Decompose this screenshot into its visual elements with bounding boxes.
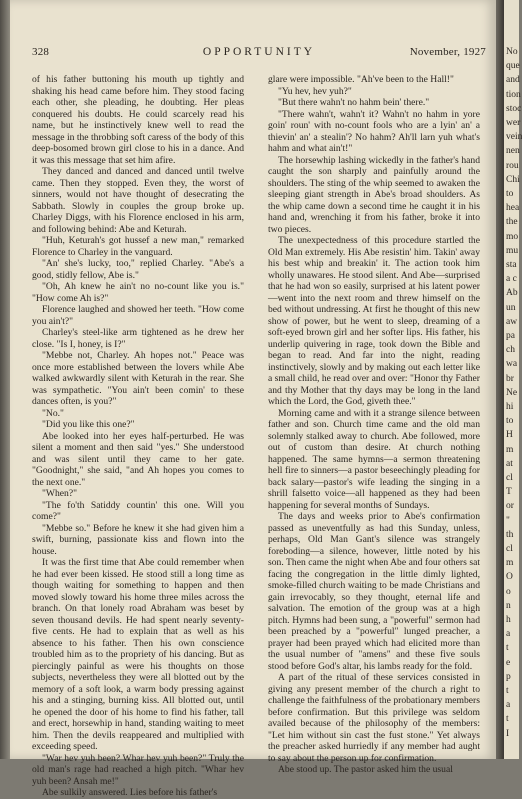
next-page-text-fragment: a c [506, 274, 517, 285]
page-number: 328 [32, 46, 50, 58]
next-page-text-fragment: O [506, 572, 513, 583]
next-page-text-fragment: at [506, 458, 513, 469]
paragraph: "Yu hev, hev yuh?" [278, 85, 352, 97]
next-page-text-fragment: a [506, 700, 511, 711]
paragraph: "But there wahn't no hahm bein' there." [278, 97, 430, 108]
next-page-text-fragment: and [506, 75, 520, 86]
next-page-text-fragment: cl [506, 473, 513, 483]
paragraph: The unexpectedness of this procedure startled the Old Man extremely. His Abe resistin' him. Takin' away his best whip and breakin' it. The action took him wholly unawares. He stood silent. And Abe—surprised that he had won so easily, surprised at his latent power—went into the next room and threw himself on the bed without undressing. At first he thought of this new show of power, but he went to sleep, dreaming of a soft-eyed brown girl and her softer lips. His father, his underlip quivering in rage, took down the Bible and began to read. And far into the night, reading instinctively, slowly and by making out each letter like a small child, he read over and over: "Honor thy Father and thy Mother that thy days may be long in the land which the Lord, the God, giveth thee." [268, 235, 480, 407]
next-page-text-fragment: e [506, 657, 511, 668]
next-page-text-fragment: wer [506, 118, 521, 128]
next-page-text-fragment: No [506, 47, 518, 57]
next-page-text-fragment: rou [506, 160, 519, 171]
next-page-text-fragment: mo [506, 231, 519, 242]
next-page-text-fragment: Chi [506, 174, 520, 185]
next-page-text-fragment: un [506, 302, 516, 313]
paragraph: Morning came and with it a strange silence between father and son. Church time came and the old man solemnly stalked away to church. Abe followed, more out of custom than desire. At church nothing happened. The same hymns—a sermon threatening hell fire to sinners—a pastor beseechingly pleading for back salary—pastor's wife leading the singing in a shrill falsetto voice—all happened as they had been happening for several months of Sundays. [268, 407, 480, 511]
paragraph: "There wahn't, wahn't it? Wahn't no hahm in yore goin' roun' with no-count fools who are a lyin' an' a thievin' an' a stealin'? No hahm? Ah'll larn yuh what's hahm and what ain't!" [268, 108, 480, 154]
next-page-text-fragment: the [506, 217, 518, 228]
paragraph: The days and weeks prior to Abe's confirmation passed as uneventfully as had this Sunday, unless, perhaps, Old Man Gant's silence was strangely foreboding—a silence, however, little noted by his son. Then came the night when Abe and four others sat facing the congregation in the little dimly lighted, smoke-filled church waiting to be made Christians and gain irrevocably, so they thought, eternal life and salvation. The emotion of the group was at a high pitch. Hymns had been sung, a "powerful" sermon had been preached by a "powerful" lunged preacher, a prayer had been prayed which had elicited more than the usual number of "amens" and these five souls stood before God's altar, his lambs ready for the fold. [268, 511, 480, 672]
next-page-text-fragment: p [506, 671, 511, 682]
next-page-text-fragment: nen [506, 146, 520, 157]
paragraph: The horsewhip lashing wickedly in the father's hand caught the son sharply and painfully around the shoulders. The sting of the whip seemed to awaken the sleeping giant strength in Abe's broad shoulders. As the whip came down a second time he caught it in his hand and, wrenching it from his father, broke it into two pieces. [268, 154, 480, 235]
next-page-text-fragment: m [506, 444, 514, 455]
next-page-text-fragment: n [506, 600, 511, 611]
next-page-text-fragment: th [506, 529, 514, 540]
next-page-text-fragment: hea [506, 203, 520, 214]
paragraph: "War hev yuh been? Whar hev yuh been?" Truly the old man's rage had reached a high pitch. "Whar hev yuh been? Ansah me!" [32, 752, 244, 787]
paragraph: They danced and danced and danced until twelve came. Then they stopped. Even they, the worst of sinners, would not have thought of desecrating the Sabbath. Slowly in couples the group broke up. Charley Diggs, with his Florence enclosed in his arm, and following behind: Abe and Keturah. [32, 166, 244, 235]
issue-date: November, 1927 [409, 46, 486, 58]
paragraph: Florence laughed and showed her teeth. "How come you ain't?" [32, 304, 244, 327]
next-page-text-fragment: a [506, 629, 511, 640]
next-page-text-fragment: I [506, 728, 510, 739]
next-page-text-fragment: stoc [506, 103, 522, 114]
left-text-column [32, 74, 244, 799]
next-page-text-fragment: t [506, 643, 509, 654]
paragraph: "No." [42, 407, 64, 419]
paragraph: "When?" [42, 488, 77, 499]
next-page-text-fragment: " [506, 515, 510, 526]
next-page-text-fragment: aw [506, 316, 518, 327]
adjacent-page-edge [504, 0, 522, 759]
next-page-text-fragment: T [506, 487, 512, 498]
next-page-text-fragment: or [506, 501, 514, 512]
paragraph: "Mebbe not, Charley. Ah hopes not." Peace was once more established between the lovers while Abe walked awkwardly silent with Keturah in the rear. She was sympathetic. "You ain't been comin' to these dances often, is you?" [32, 350, 244, 407]
paragraph: Abe looked into her eyes half-perturbed. He was silent a moment and then said "yes." She understood and was silent until they came to her gate. "Goodnight," she said, "and Ah hopes you comes to the next one." [32, 430, 244, 488]
next-page-text-fragment: br [506, 373, 514, 384]
next-page-text-fragment: to [506, 189, 514, 199]
paragraph: A part of the ritual of these services consisted in giving any present member of the church a right to challenge the faithfulness of the probationary members before confirmation. But this privilege was seldom availed because of the philosophy of the members: "Let him without sin cast the fust stone." Yet always the preacher asked hurriedly if any member had aught to say about the person up for confirmation. [268, 672, 480, 764]
magazine-page [10, 0, 496, 798]
next-page-text-fragment: que [506, 61, 520, 72]
next-page-text-fragment: t [506, 686, 509, 696]
paragraph: It was the first time that Abe could remember when he had ever been kissed. He stood still a long time as though waiting for something to happen and then moved slowly toward his home three miles across the branch. On that lonely road Abraham was beset by seven thousand devils. He had spent nearly seventy-five cents. He had to explain that as well as his absence to his father. Then his own conscience troubled him as to the propriety of his dancing. But as piercingly painful as were his thoughts on those subjects, nevertheless they were all blotted out by the memory of a soft look, a warm body pressing against his and a stinging, burning kiss. All blotted out, until he opened the door of his home to find his father, tall and erect, horsewhip in hand, standing waiting to meet him. Then the devils reappeared and multiplied with exceeding speed. [32, 557, 244, 752]
paragraph: Charley's steel-like arm tightened as he drew her close. "Is I, honey, is I?" [32, 327, 244, 350]
magazine-title: OPPORTUNITY [202, 46, 316, 58]
next-page-text-fragment: to [506, 416, 514, 427]
next-page-text-fragment: vein [506, 132, 522, 143]
paragraph: of his father buttoning his mouth up tightly and shaking his head came before him. They stood facing each other, she pleading, he doubting. Her pleas conquered his doubts. He could scarcely read his name, but he instinctively knew well to read the message in the throbbing soft caress of the body of this deep-bosomed brown girl close to his in a dance. And it was this message that set him afire. [32, 74, 244, 166]
next-page-text-fragment: sta [506, 260, 517, 270]
right-text-column [268, 74, 480, 776]
next-page-text-fragment: mu [506, 245, 519, 256]
next-page-text-fragment: Ne [506, 387, 518, 398]
paragraph: "Mebbe so." Before he knew it she had given him a swift, burning, passionate kiss and flown into the house. [32, 522, 244, 557]
paragraph: "Oh, Ah knew he ain't no no-count like you is." "How come Ah is?" [32, 281, 244, 304]
paragraph: "An' she's lucky, too," replied Charley. "Abe's a good, stidly fellow, Abe is." [32, 258, 244, 281]
next-page-text-fragment: H [506, 430, 513, 441]
next-page-text-fragment: ch [506, 345, 515, 356]
next-page-text-fragment: pa [506, 331, 515, 341]
paragraph: Abe stood up. The pastor asked him the usual [278, 764, 453, 775]
paragraph: "Did you like this one?" [42, 419, 135, 430]
paragraph: glare were impossible. "Ah've been to the Hall!" [268, 74, 454, 85]
next-page-text-fragment: wa [506, 359, 518, 370]
next-page-text-fragment: m [506, 558, 514, 569]
next-page-text-fragment: cl [506, 544, 513, 554]
paragraph: "Huh, Keturah's got hussef a new man," remarked Florence to Charley in the vanguard. [32, 235, 244, 258]
running-header [32, 46, 486, 60]
next-page-text-fragment: hi [506, 402, 514, 412]
binding-gutter [496, 0, 504, 759]
next-page-text-fragment: o [506, 586, 511, 597]
next-page-text-fragment: tion [506, 89, 521, 100]
next-page-text-fragment: Ab [506, 288, 518, 299]
paragraph: "The fo'th Satiddy countin' this one. Will you come?" [32, 499, 244, 522]
paragraph: Abe sulkily answered. Lies before his father's [42, 787, 218, 798]
book-spine-shadow [0, 0, 10, 759]
next-page-text-fragment: t [506, 714, 509, 725]
next-page-text-fragment: h [506, 615, 511, 625]
